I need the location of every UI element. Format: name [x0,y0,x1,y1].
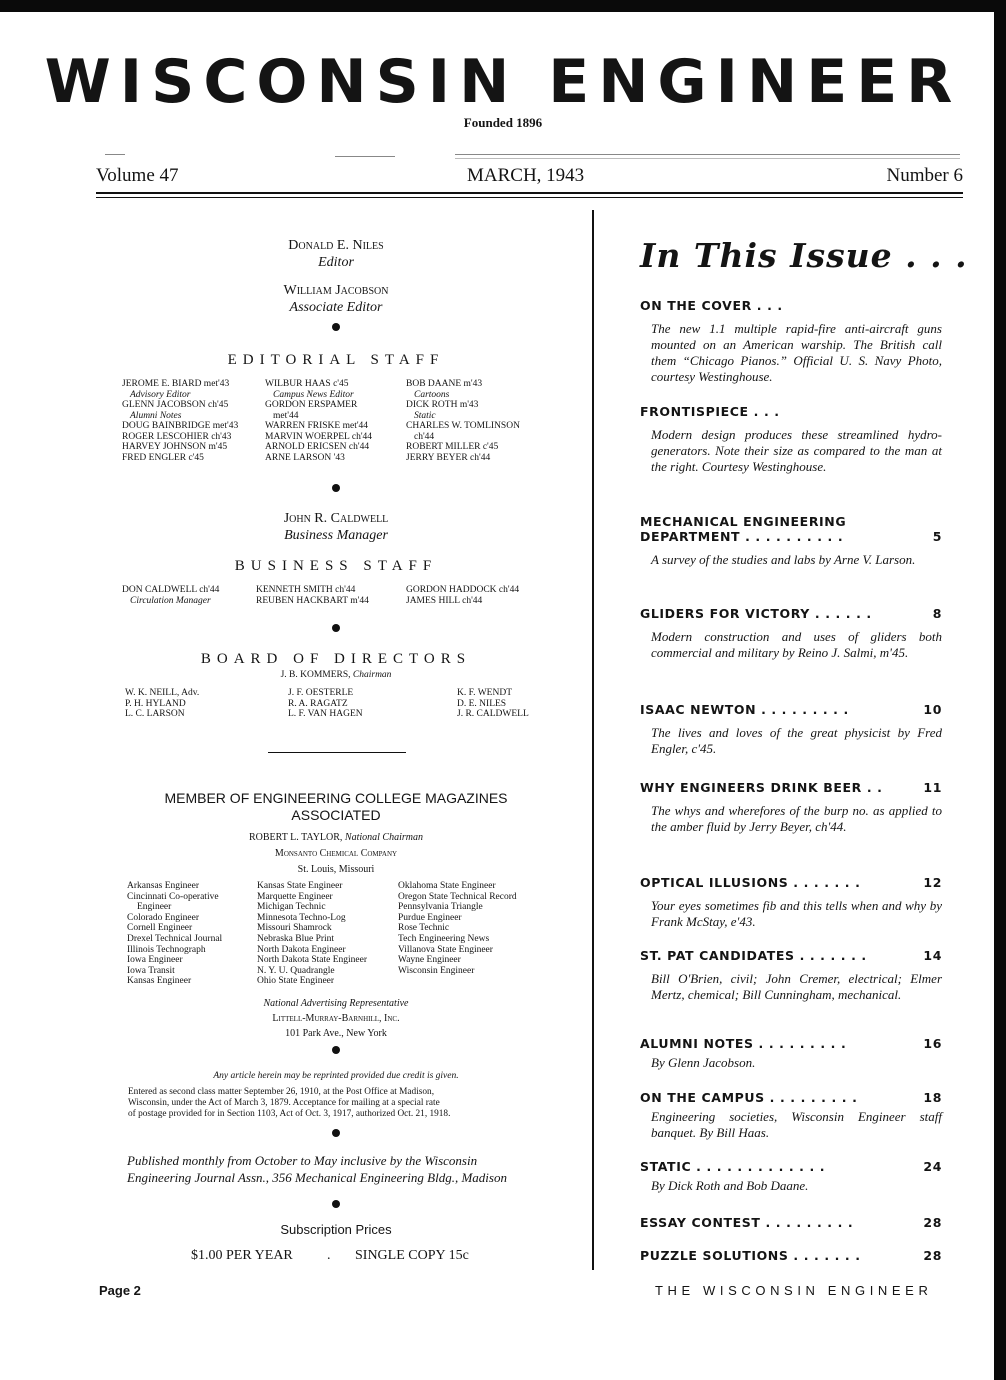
toc-item-page: 28 [923,1248,942,1263]
published-line: Published monthly from October to May inclusive by the Wisconsin [127,1153,478,1168]
magazine-name: Rose Technic [398,923,450,934]
editorial-staff-col3 [406,379,520,463]
board-member: D. E. NILES [457,698,507,709]
toc-item-title: MECHANICAL ENGINEERING [640,514,847,529]
magazine-name: North Dakota Engineer [257,944,346,955]
toc-item [640,606,942,661]
toc-item [640,702,942,757]
staff-name: JAMES HILL ch'44 [406,595,483,606]
magazine-name: Villanova State Engineer [398,944,493,955]
magazine-list-col3 [398,881,517,976]
toc-item-page: 12 [923,875,942,890]
advertising-label: National Advertising Representative [263,998,409,1009]
staff-name: JEROME E. BIARD met'43 [122,379,230,389]
staff-name: GORDON ERSPAMER [265,400,358,410]
magazine-name: Kansas Engineer [127,976,192,987]
toc-item-title: ON THE COVER . . . [640,298,783,313]
board-member: J. F. OESTERLE [288,688,354,698]
editorial-staff-col1 [122,379,238,463]
staff-name: FRED ENGLER c'45 [122,452,204,463]
toc-item-page: 11 [923,780,942,795]
published-notice [127,1152,557,1186]
toc-item [640,948,942,1003]
footer-magazine-name: THE WISCONSIN ENGINEER [655,1283,933,1298]
masthead-title: WISCONSIN ENGINEER [44,47,962,117]
section-rule [268,752,406,753]
magazine-list-col2 [257,881,367,987]
magazine-name: N. Y. U. Quadrangle [257,965,335,976]
published-line: Engineering Journal Assn., 356 Mechanical Engineering Bldg., Madison [127,1170,507,1185]
price-separator: . [327,1248,331,1263]
associate-editor-name: William Jacobson [283,283,389,298]
toc-item-title: ON THE CAMPUS . . . . . . . . . [640,1090,858,1105]
staff-name: WARREN FRISKE met'44 [265,421,369,431]
member-chairman [120,831,552,876]
magazine-name: Cornell Engineer [127,923,193,934]
magazine-name: Wayne Engineer [398,955,461,966]
subscription-heading: Subscription Prices [280,1222,392,1237]
business-staff-col1 [122,585,219,606]
toc-item-desc: Your eyes sometimes fib and this tells when and why by Frank McStay, e'43. [651,898,942,929]
advertising-block [120,996,552,1041]
business-manager-name: John R. Caldwell [283,511,389,526]
toc-item-title: ST. PAT CANDIDATES . . . . . . . [640,948,867,963]
magazine-name: Marquette Engineer [257,891,333,902]
editor-block [120,237,552,316]
toc-item-page: 18 [923,1090,942,1105]
section-bullet [332,1200,340,1208]
entry-notice-line: of postage provided for in Section 1103, Act of Oct. 3, 1917, authorized Oct. 21, 1918. [128,1109,451,1119]
member-heading-line: MEMBER OF ENGINEERING COLLEGE MAGAZINES [164,790,508,806]
toc-item-desc: The lives and loves of the great physicist by Fred Engler, c'45. [651,725,942,756]
toc-item-desc: Bill O'Brien, civil; John Cremer, electrical; Elmer Mertz, chemical; Bill Cunningham, mechanical. [651,971,942,1002]
entry-notice [128,1087,558,1120]
magazine-name: Colorado Engineer [127,912,200,923]
section-bullet [332,1129,340,1137]
section-bullet [332,323,340,331]
toc-item-title: STATIC . . . . . . . . . . . . . [640,1159,826,1174]
toc-item-page: 28 [923,1215,942,1230]
magazine-name: Oregon State Technical Record [398,891,517,902]
board-chair-name: J. B. KOMMERS, [280,670,351,680]
toc-item-page: 8 [932,606,942,621]
board-heading: BOARD OF DIRECTORS [200,651,472,667]
magazine-name: Purdue Engineer [398,912,462,923]
scan-border-right [994,0,1006,1380]
magazine-name: Drexel Technical Journal [127,933,223,944]
board-member: L. F. VAN HAGEN [288,709,363,719]
magazine-name: Nebraska Blue Print [257,933,335,944]
staff-name: BOB DAANE m'43 [406,379,483,389]
page-number: Page 2 [99,1283,141,1298]
board-member: W. K. NEILL, Adv. [125,688,200,698]
member-heading [120,790,552,824]
toc-item-desc: The new 1.1 multiple rapid-fire anti-aircraft guns mounted on an American warship. The British call them “Chicago Pianos.” Official U. S. Navy Photo, courtesy Westinghouse. [651,321,942,384]
toc-item-title: WHY ENGINEERS DRINK BEER . . [640,780,883,795]
board-col1 [125,688,199,720]
editor-name: Donald E. Niles [288,238,384,253]
rule-fragment [105,154,125,155]
price-single-copy: SINGLE COPY 15c [355,1248,469,1263]
issue-number: Number 6 [886,165,963,186]
business-manager-block [120,510,552,544]
magazine-name: Minnesota Techno-Log [257,912,346,923]
member-heading-line: ASSOCIATED [291,807,381,823]
toc-item-title: OPTICAL ILLUSIONS . . . . . . . [640,875,861,890]
staff-name: KENNETH SMITH ch'44 [256,585,356,595]
staff-name: ROBERT MILLER c'45 [406,442,499,452]
toc-item [640,1036,942,1071]
associate-editor-role: Associate Editor [289,300,383,315]
toc-item-title: GLIDERS FOR VICTORY . . . . . . [640,606,872,621]
editorial-staff-heading: EDITORIAL STAFF [227,352,445,368]
price-per-year: $1.00 PER YEAR [191,1248,293,1263]
magazine-name: Michigan Technic [257,902,326,913]
business-staff-col2 [256,585,369,606]
toc-item-page: 10 [923,702,942,717]
section-bullet [332,1046,340,1054]
section-bullet [332,484,340,492]
rule-fragment [335,156,395,157]
magazine-list-col1 [127,881,222,987]
issue-date: MARCH, 1943 [467,165,585,186]
board-member: J. R. CALDWELL [457,709,529,719]
magazine-name: Arkansas Engineer [127,881,200,891]
toc-item-title: ALUMNI NOTES . . . . . . . . . [640,1036,847,1051]
business-staff-col3 [406,585,519,606]
magazine-name: North Dakota State Engineer [257,955,368,966]
magazine-name: Oklahoma State Engineer [398,881,496,891]
toc-item [640,1090,942,1141]
staff-name: DON CALDWELL ch'44 [122,585,220,595]
toc-item-desc: Engineering societies, Wisconsin Engineer staff banquet. By Bill Haas. [651,1109,942,1140]
board-member: L. C. LARSON [125,709,185,719]
toc-item-title: ISAAC NEWTON . . . . . . . . . [640,702,849,717]
toc-item-title: DEPARTMENT . . . . . . . . . . [640,529,844,544]
staff-name: MARVIN WOERPEL ch'44 [265,431,373,442]
toc-item-desc: The whys and wherefores of the burp no. as applied to the amber fluid by Jerry Beyer, ch'44. [651,803,942,834]
staff-role: Advisory Editor [130,389,191,400]
board-chair-role: Chairman [352,670,392,680]
staff-name: ROGER LESCOHIER ch'43 [122,431,232,442]
staff-name: HARVEY JOHNSON m'45 [122,442,228,452]
advertising-company: Littell-Murray-Barnhill, Inc. [272,1013,400,1024]
toc-item-desc: By Glenn Jacobson. [651,1055,756,1070]
toc-item-desc: By Dick Roth and Bob Daane. [651,1178,809,1193]
issue-line [96,165,963,187]
staff-name: DOUG BAINBRIDGE met'43 [122,421,239,431]
board-col3 [457,688,529,720]
rule-fragment [455,158,960,159]
advertising-address: 101 Park Ave., New York [285,1028,387,1039]
toc-item-title: ESSAY CONTEST . . . . . . . . . [640,1215,854,1230]
magazine-name: Illinois Technograph [127,944,206,955]
business-manager-role: Business Manager [284,528,388,543]
entry-notice-line: Entered as second class matter September 26, 1910, at the Post Office at Madison, [128,1087,435,1097]
volume-label: Volume 47 [96,165,179,186]
toc-item [640,514,942,568]
member-chair-role: National Chairman [344,832,423,843]
scan-border-top [0,0,1006,12]
staff-role: ch'44 [414,431,435,442]
board-member: K. F. WENDT [457,688,513,698]
magazine-name: Iowa Engineer [127,955,183,966]
toc-item-page: 16 [923,1036,942,1051]
toc-title: In This Issue . . . [640,236,968,275]
magazine-name: Tech Engineering News [398,933,490,944]
staff-name: REUBEN HACKBART m'44 [256,595,369,606]
toc-item-title: FRONTISPIECE . . . [640,404,780,419]
staff-name: GLENN JACOBSON ch'45 [122,400,229,410]
toc-item-page: 24 [923,1159,942,1174]
board-member: P. H. HYLAND [125,698,186,709]
board-col2 [288,688,363,720]
magazine-name: Wisconsin Engineer [398,965,475,976]
rule-fragment [455,154,960,155]
member-company: Monsanto Chemical Company [274,848,398,859]
toc-item-page: 14 [923,948,942,963]
magazine-name: Iowa Transit [127,965,175,976]
toc-item-page: 5 [932,529,942,544]
toc-item [640,1248,942,1263]
magazine-name: Engineer [137,902,172,913]
magazine-name: Missouri Shamrock [257,923,332,934]
toc-item-title: PUZZLE SOLUTIONS . . . . . . . [640,1248,861,1263]
magazine-name: Kansas State Engineer [257,881,343,891]
founded-line: Founded 1896 [463,115,543,130]
staff-role: Alumni Notes [130,410,182,421]
masthead-double-rule [96,192,963,198]
magazine-name: Cincinnati Co-operative [127,891,219,902]
staff-role: Circulation Manager [130,595,211,606]
editorial-staff-col2 [265,379,372,463]
staff-name: ARNE LARSON '43 [265,452,345,463]
toc-item [640,298,942,385]
staff-role: Static [414,410,436,421]
staff-name: DICK ROTH m'43 [406,400,479,410]
editor-role: Editor [318,255,354,270]
toc-item-desc: Modern design produces these streamlined hydro-generators. Note their size as compared to the man at the right. Courtesy Westinghouse. [651,427,942,474]
magazine-name: Ohio State Engineer [257,976,335,987]
member-city: St. Louis, Missouri [297,864,375,875]
toc-item [640,1159,942,1194]
staff-name: CHARLES W. TOMLINSON [406,421,520,431]
business-staff-heading: BUSINESS STAFF [234,558,438,574]
toc-item-desc: Modern construction and uses of gliders both commercial and military by Reino J. Salmi, m'45. [651,629,942,660]
toc-item [640,875,942,930]
toc-item [640,1215,942,1230]
staff-name: WILBUR HAAS c'45 [265,379,349,389]
staff-name: ARNOLD ERICSEN ch'44 [265,442,370,452]
section-bullet [332,624,340,632]
column-divider [592,210,594,1270]
staff-role: Campus News Editor [273,389,354,400]
staff-role: met'44 [273,410,299,421]
board-chairman [120,670,552,680]
reprint-notice: Any article herein may be reprinted provided due credit is given. [213,1071,459,1081]
staff-name: JERRY BEYER ch'44 [406,452,491,463]
magazine-name: Pennsylvania Triangle [398,902,483,913]
toc-item [640,780,942,835]
entry-notice-line: Wisconsin, under the Act of March 3, 1879. Acceptance for mailing at a special rate [128,1098,440,1108]
staff-role: Cartoons [414,389,450,400]
member-chair-name: ROBERT L. TAYLOR, [248,832,343,843]
staff-name: GORDON HADDOCK ch'44 [406,585,520,595]
board-member: R. A. RAGATZ [288,698,348,709]
toc-item [640,404,942,475]
toc-item-desc: A survey of the studies and labs by Arne V. Larson. [651,552,916,567]
